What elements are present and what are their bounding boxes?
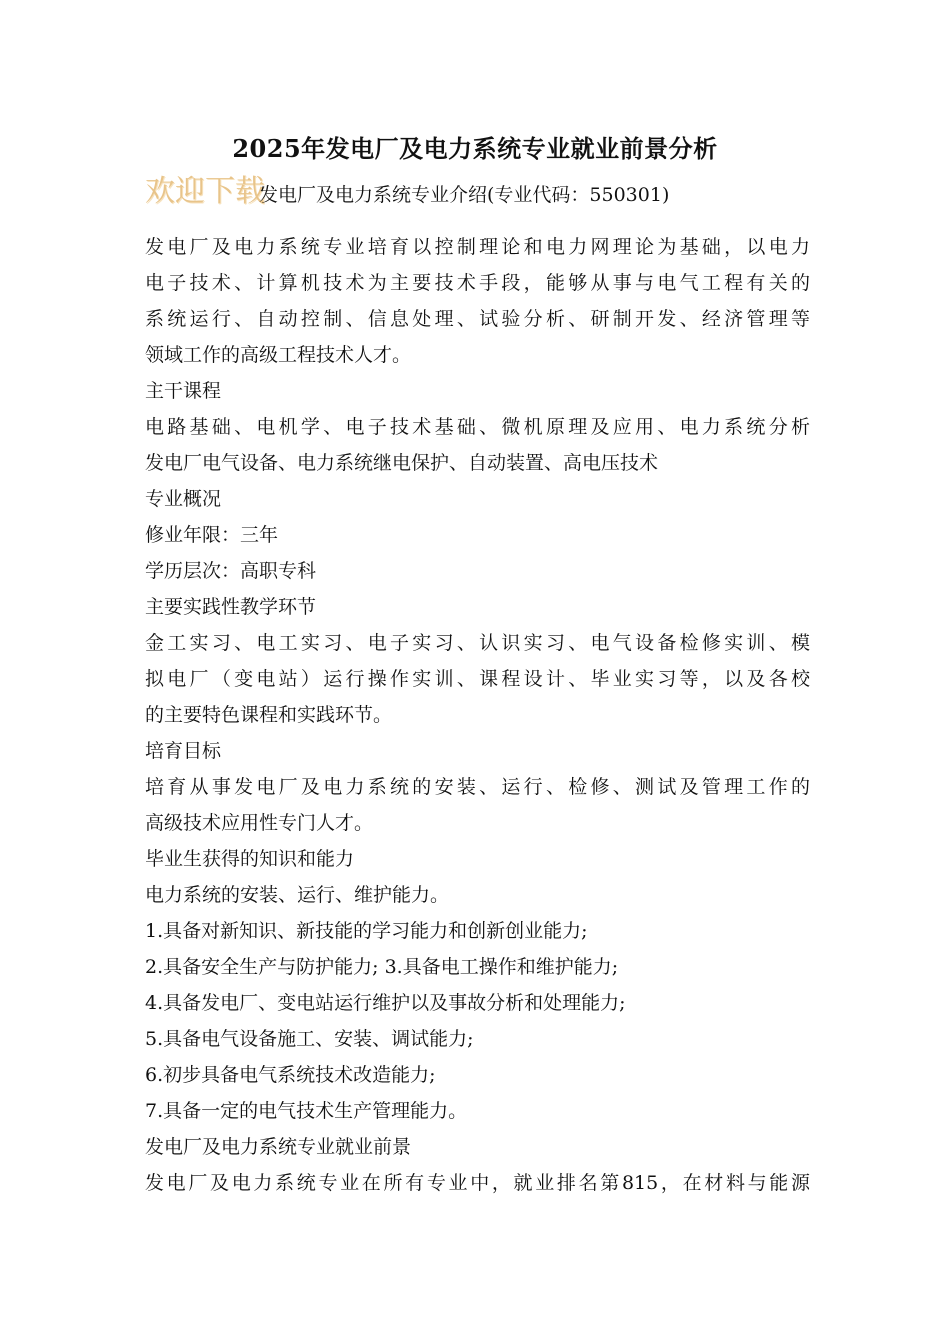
section-heading: 主要实践性教学环节: [145, 596, 317, 618]
document-title: 2025年发电厂及电力系统专业就业前景分析: [232, 134, 718, 163]
paragraph-line: 高级技术应用性专门人才。: [145, 812, 374, 834]
info-line: 学历层次：高职专科: [145, 560, 317, 582]
list-item: 5.具备电气设备施工、安装、调试能力;: [145, 1028, 474, 1050]
section-heading: 主干课程: [145, 380, 222, 402]
paragraph-line: 电子技术、计算机技术为主要技术手段，能够从事与电气工程有关的: [145, 272, 810, 294]
paragraph-line: 电路基础、电机学、电子技术基础、微机原理及应用、电力系统分析: [145, 416, 810, 438]
section-heading: 专业概况: [145, 488, 222, 510]
info-line: 修业年限：三年: [145, 524, 279, 546]
list-item: 4.具备发电厂、变电站运行维护以及事故分析和处理能力;: [145, 992, 626, 1014]
paragraph-line: 领域工作的高级工程技术人才。: [145, 344, 412, 366]
section-heading: 培育目标: [145, 740, 222, 762]
list-item: 1.具备对新知识、新技能的学习能力和创新创业能力;: [145, 920, 588, 942]
section-heading-intro: 发电厂及电力系统专业介绍(专业代码：550301): [259, 184, 670, 206]
paragraph-line: 金工实习、电工实习、电子实习、认识实习、电气设备检修实训、模: [145, 632, 810, 654]
paragraph-line: 系统运行、自动控制、信息处理、试验分析、研制开发、经济管理等: [145, 308, 810, 330]
section-heading: 毕业生获得的知识和能力: [145, 848, 355, 870]
section-heading: 发电厂及电力系统专业就业前景: [145, 1136, 412, 1158]
paragraph-line: 拟电厂（变电站）运行操作实训、课程设计、毕业实习等，以及各校: [145, 668, 810, 690]
welcome-download-stamp: 欢迎下载: [145, 174, 265, 209]
subtitle-row: [145, 172, 825, 216]
list-item: 2.具备安全生产与防护能力; 3.具备电工操作和维护能力;: [145, 956, 619, 978]
list-item: 7.具备一定的电气技术生产管理能力。: [145, 1100, 468, 1122]
list-item: 6.初步具备电气系统技术改造能力;: [145, 1064, 436, 1086]
paragraph-line: 的主要特色课程和实践环节。: [145, 704, 393, 726]
paragraph-line: 培育从事发电厂及电力系统的安装、运行、检修、测试及管理工作的: [145, 776, 810, 798]
paragraph-line: 发电厂及电力系统专业培育以控制理论和电力网理论为基础，以电力: [145, 236, 810, 258]
paragraph-line: 发电厂电气设备、电力系统继电保护、自动装置、高电压技术: [145, 452, 659, 474]
paragraph-line: 电力系统的安装、运行、维护能力。: [145, 884, 450, 906]
paragraph-line: 发电厂及电力系统专业在所有专业中，就业排名第815，在材料与能源: [145, 1172, 810, 1194]
document-body: [145, 229, 810, 1201]
